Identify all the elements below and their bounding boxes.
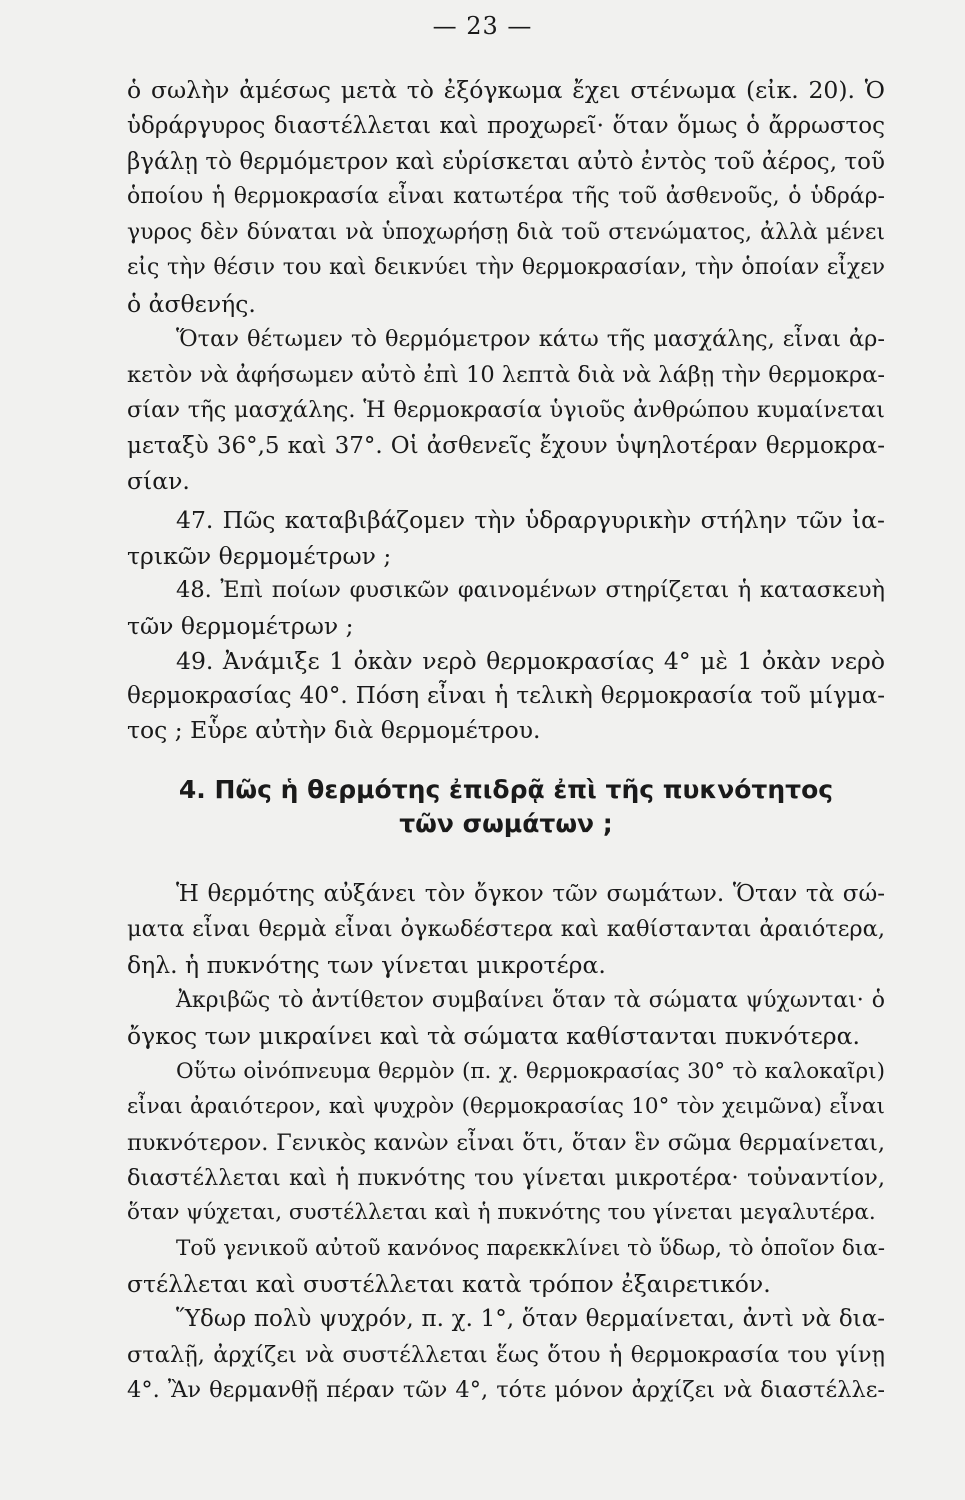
text-line: σίαν. bbox=[127, 467, 190, 495]
question-47: 47. Πῶς καταβιβάζομεν τὴν ὑδραργυρικὴν στήλην τῶν ἰα- bbox=[176, 506, 885, 534]
text-line: ματα εἶναι θερμὰ εἶναι ὀγκωδέστερα καὶ καθίστανται ἀραιότερα, bbox=[127, 916, 885, 942]
page-number: — 23 — bbox=[432, 12, 533, 40]
text-line: ὁποίου ἡ θερμοκρασία εἶναι κατωτέρα τῆς τοῦ ἀσθενοῦς, ὁ ὑδράρ- bbox=[127, 184, 885, 209]
text-line: Ὕδωρ πολὺ ψυχρόν, π. χ. 1°, ὅταν θερμαίνεται, ἀντὶ νὰ δια- bbox=[176, 1306, 885, 1332]
text-line: εἶναι ἀραιότερον, καὶ ψυχρὸν (θερμοκρασίας 10° τὸν χειμῶνα) εἶναι bbox=[127, 1094, 885, 1119]
text-line: Ὅταν θέτωμεν τὸ θερμόμετρον κάτω τῆς μασχάλης, εἶναι ἀρ- bbox=[176, 326, 885, 352]
text-line: Ἀκριβῶς τὸ ἀντίθετον συμβαίνει ὅταν τὰ σώματα ψύχωνται· ὁ bbox=[176, 988, 885, 1013]
text-line: στέλλεται καὶ συστέλλεται κατὰ τρόπον ἐξαιρετικόν. bbox=[127, 1270, 771, 1298]
text-line: ὄγκος των μικραίνει καὶ τὰ σώματα καθίστανται πυκνότερα. bbox=[127, 1022, 860, 1050]
section-heading: τῶν σωμάτων ; bbox=[399, 809, 613, 838]
text-line: δηλ. ἡ πυκνότης των γίνεται μικροτέρα. bbox=[127, 951, 606, 979]
question-49-cont: θερμοκρασίας 40°. Πόση εἶναι ἡ τελικὴ θερμοκρασία τοῦ μίγμα- bbox=[127, 683, 885, 709]
section-heading: 4. Πῶς ἡ θερμότης ἐπιδρᾷ ἐπὶ τῆς πυκνότητος bbox=[178, 775, 834, 804]
text-line: πυκνότερον. Γενικὸς κανὼν εἶναι ὅτι, ὅταν ἓν σῶμα θερμαίνεται, bbox=[127, 1130, 885, 1156]
text-line: σταλῇ, ἀρχίζει νὰ συστέλλεται ἕως ὅτου ἡ θερμοκρασία του γίνῃ bbox=[127, 1342, 885, 1368]
question-47-cont: τρικῶν θερμομέτρων ; bbox=[127, 542, 392, 570]
text-line: ὑδράργυρος διαστέλλεται καὶ προχωρεῖ· ὅταν ὅμως ὁ ἄρρωστος bbox=[127, 113, 885, 139]
question-48-cont: τῶν θερμομέτρων ; bbox=[127, 612, 354, 640]
text-line: σίαν τῆς μασχάλης. Ἡ θερμοκρασία ὑγιοῦς ἀνθρώπου κυμαίνεται bbox=[127, 397, 885, 423]
text-line: 4°. Ἂν θερμανθῇ πέραν τῶν 4°, τότε μόνον ἀρχίζει νὰ διαστέλλε- bbox=[127, 1377, 885, 1403]
question-48: 48. Ἐπὶ ποίων φυσικῶν φαινομένων στηρίζεται ἡ κατασκευὴ bbox=[176, 577, 885, 603]
text-line: Ἡ θερμότης αὐξάνει τὸν ὄγκον τῶν σωμάτων. Ὅταν τὰ σώ- bbox=[176, 881, 885, 907]
question-49: 49. Ἀνάμιξε 1 ὀκὰν νερὸ θερμοκρασίας 4° μὲ 1 ὀκὰν νερὸ bbox=[176, 647, 885, 675]
text-line: ὁ σωλὴν ἀμέσως μετὰ τὸ ἐξόγκωμα ἔχει στένωμα (εἰκ. 20). Ὁ bbox=[127, 76, 885, 104]
text-line: μεταξὺ 36°,5 καὶ 37°. Οἱ ἀσθενεῖς ἔχουν ὑψηλοτέραν θερμοκρα- bbox=[127, 433, 885, 459]
text-line: Οὕτω οἰνόπνευμα θερμὸν (π. χ. θερμοκρασίας 30° τὸ καλοκαῖρι) bbox=[176, 1059, 885, 1084]
text-line: διαστέλλεται καὶ ἡ πυκνότης του γίνεται μικροτέρα· τοὐναντίον, bbox=[127, 1165, 885, 1191]
text-line: κετὸν νὰ ἀφήσωμεν αὐτὸ ἐπὶ 10 λεπτὰ διὰ νὰ λάβῃ τὴν θερμοκρα- bbox=[127, 362, 885, 388]
text-line: ὅταν ψύχεται, συστέλλεται καὶ ἡ πυκνότης του γίνεται μεγαλυτέρα. bbox=[127, 1200, 876, 1225]
text-line: Τοῦ γενικοῦ αὐτοῦ κανόνος παρεκκλίνει τὸ ὕδωρ, τὸ ὁποῖον δια- bbox=[176, 1236, 885, 1261]
text-line: εἰς τὴν θέσιν του καὶ δεικνύει τὴν θερμοκρασίαν, τὴν ὁποίαν εἶχεν bbox=[127, 255, 885, 280]
text-line: ὁ ἀσθενής. bbox=[127, 290, 256, 318]
question-49-cont: τος ; Εὗρε αὐτὴν διὰ θερμομέτρου. bbox=[127, 716, 541, 744]
text-line: γυρος δὲν δύναται νὰ ὑποχωρήσῃ διὰ τοῦ στενώματος, ἀλλὰ μένει bbox=[127, 220, 885, 245]
text-line: βγάλῃ τὸ θερμόμετρον καὶ εὑρίσκεται αὐτὸ ἐντὸς τοῦ ἀέρος, τοῦ bbox=[127, 149, 885, 175]
